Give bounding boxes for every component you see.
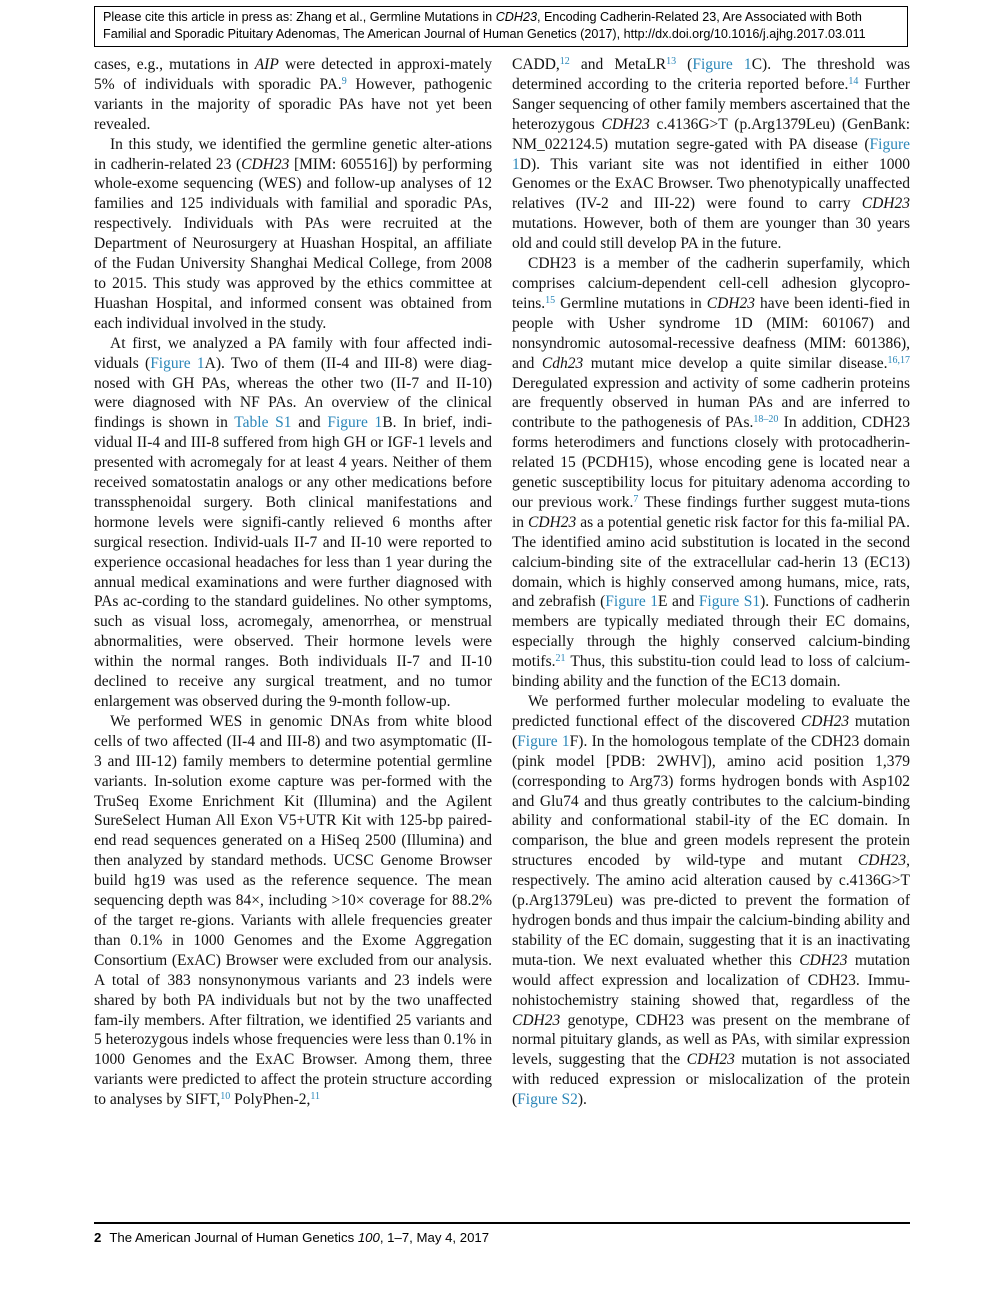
right-paragraph-2: CDH23 is a member of the cadherin superfamily, which comprises calcium-dependent cell-cell adhesion glycopro-teins.$^{15}$ Germline mutations in CDH23 have been identi-fied in people with Usher syndrome 1D (MIM: 601067) and nonsyndromic autosomal-recessive deafness (MIM: 601386), and Cdh23 mutant mice develop a quite similar disease.$^{16,17}$ Deregulated expression and activity of some cadherin proteins are frequently observed in human PAs and are inferred to contribute to the pathogenesis of PAs.$^{18-20}$ In addition, CDH23 forms heterodimers and functions closely with protocadherin-related 15 (PCDH15), whose encoding gene is located near a genetic susceptibility locus for pituitary adenoma according to our previous work.$^7$ These findings further suggest muta-tions in CDH23 as a potential genetic risk factor for this fa-milial PA. The identified amino acid substitution is located in the second calcium-binding site of the extracellular cad-herin 13 (EC13) domain, which is highly conserved among humans, mice, rats, and zebrafish (Figure 1E and Figure S1). Functions of cadherin members are typically mediated through their EC domains, especially through the highly conserved calcium-binding motifs.$^{21}$ Thus, this substitu-tion could lead to loss of calcium-binding ability and the function of the EC13 domain. [512, 255, 911, 691]
figure-1f-link[interactable]: Figure 1 [517, 732, 570, 750]
left-column [94, 55, 492, 1110]
journal-pages-date: , 1–7, May 4, 2017 [379, 1230, 490, 1245]
reference-link-21[interactable]: 21 [555, 653, 566, 665]
citation-line-1: Please cite this article in press as: Zhang et al., Germline Mutations in CDH23, Encoding Cadherin-Related 23, Are Associated with Both [103, 10, 862, 24]
reference-link-16-17[interactable]: 16,17 [887, 354, 910, 366]
journal-name: The American Journal of Human Genetics [109, 1230, 358, 1245]
page-number: 2 [94, 1230, 102, 1245]
reference-link-13[interactable]: 13 [666, 56, 677, 67]
figure-1b-link[interactable]: Figure 1 [327, 414, 383, 432]
table-s1-link[interactable]: Table S1 [234, 414, 292, 432]
right-column [512, 55, 910, 1110]
left-paragraph-1: cases, e.g., mutations in AIP were detected in approxi-mately 5% of individuals with sporadic PA.$^9$ However, pathogenic variants in the majority of sporadic PAs have not yet been revealed. [94, 56, 492, 133]
figure-1a-link[interactable]: Figure 1 [150, 354, 205, 372]
left-paragraph-3: At first, we analyzed a PA family with four affected indi-viduals (Figure 1A). Two of them (II-4 and III-8) were diag-nosed with GH PAs, whereas the other two (II-7 and II-10) were diagnosed with NF PAs. An overview of the clinical findings is shown in Table S1 and Figure 1B. In brief, indi-vidual II-4 and III-8 suffered from high GH or IGF-1 levels and presented with acromegaly for at least 4 years. Neither of them received somatostatin analogs or any other medications before transsphenoidal surgery. Both clinical manifestations and hormone levels were signifi-cantly relieved 6 months after surgical resection. Individ-uals II-7 and II-10 were reported to experience occasional headaches for less than 1 year during the annual medical examinations and were further diagnosed with PAs ac-cording to the standard guidelines. No other symptoms, such as visual loss, acromegaly, amenorrhea, or menstrual abnormalities, were observed. Their hormone levels were within the normal ranges. Both individuals II-7 and II-10 declined to receive any surgical treatment, and no tumor enlargement was observed during the 9-month follow-up. [94, 334, 493, 710]
figure-s2-link[interactable]: Figure S2 [517, 1091, 578, 1109]
figure-1e-link[interactable]: Figure 1 [605, 593, 658, 611]
reference-link-14[interactable]: 14 [848, 75, 859, 87]
right-paragraph-1: CADD,$^{12}$ and MetaLR$^{13}$ (Figure 1C). The threshold was determined according to the criteria reported before.$^{14}$ Further Sanger sequencing of other family members ascertained that the heterozygous CDH23 c.4136G>T (p.Arg1379Leu) (GenBank: NM_022124.5) mutation segre-gated with PA disease (Figure 1D). This variant site was not identified in either 1000 Genomes or the ExAC Browser. Two phenotypically unaffected relatives (IV-2 and III-22) were found to carry CDH23 mutations. However, both of them are younger than 30 years old and could still develop PA in the future. [512, 56, 911, 253]
citation-notice-box [94, 6, 908, 47]
left-paragraph-2: In this study, we identified the germline genetic alter-ations in cadherin-related 23 (CDH23 [MIM: 605516]) by performing whole-exome sequencing (WES) and follow-up analyses of 12 families and 125 individuals with familial and sporadic PAs, respectively. Individuals with PAs were recruited at the Department of Neurosurgery at Huashan Hospital, an affiliate of the Fudan University Shanghai Medical College, from 2008 to 2015. This study was approved by the ethics committee at Huashan Hospital, and informed consent was obtained from each individual involved in the study. [94, 135, 492, 332]
journal-volume: 100 [357, 1230, 380, 1245]
footer-divider [94, 1222, 910, 1224]
citation-line-2: Familial and Sporadic Pituitary Adenomas, The American Journal of Human Genetics (2017), http://dx.doi.org/10.1016/j.ajhg.2017.03.011 [103, 27, 866, 41]
figure-s1-link[interactable]: Figure S1 [698, 593, 761, 611]
figure-1d-link[interactable]: Figure 1 [512, 135, 910, 173]
reference-link-11[interactable]: 11 [310, 1091, 321, 1103]
reference-link-15[interactable]: 15 [545, 294, 556, 306]
reference-link-12[interactable]: 12 [559, 56, 570, 67]
left-paragraph-4: We performed WES in genomic DNAs from white blood cells of two affected (II-4 and III-8) and two asymptomatic (II-3 and III-12) family members to determine potential germline variants. In-solution exome capture was per-formed with the TruSeq Exome Enrichment Kit (Illumina) and the Agilent SureSelect Human All Exon V5+UTR Kit with 125-bp paired-end read sequences generated on a HiSeq 2500 (Illumina) and then analyzed by standard methods. UCSC Genome Browser build hg19 was used as the reference sequence. The mean sequencing depth was 84×, including >10× coverage for 88.2% of the target re-gions. Variants with allele frequencies greater than 0.1% in 1000 Genomes and the Exome Aggregation Consortium (ExAC) Browser were excluded from our analysis. A total of 383 nonsynonymous variants and 23 indels were shared by both PA individuals but not by the two unaffected fam-ily members. After filtration, we identified 25 variants and 5 heterozygous indels whose frequencies were less than 0.1% in 1000 Genomes and the ExAC Browser. Among them, three variants were predicted to affect the protein structure according to analyses by SIFT,$^{10}$ PolyPhen-2,11 [94, 712, 492, 1109]
figure-1c-link[interactable]: Figure 1 [692, 56, 752, 73]
reference-link-18-20[interactable]: 18–20 [753, 414, 779, 426]
page-footer [94, 1230, 489, 1245]
right-paragraph-3: We performed further molecular modeling to evaluate the predicted functional effect of the discovered CDH23 mutation (Figure 1F). In the homologous template of the CDH23 domain (pink model [PDB: 2WHV]), amino acid position 1,379 (corresponding to Arg73) forms hydrogen bonds with Asp102 and Glu74 and thus greatly contributes to the calcium-binding ability and conformational stabil-ity of the EC domain. In comparison, the blue and green models represent the protein structures encoded by wild-type and mutant CDH23, respectively. The amino acid alteration caused by c.4136G>T (p.Arg1379Leu) was pre-dicted to prevent the formation of hydrogen bonds and thus impair the calcium-binding ability and stability of the EC domain, suggesting that it is an inactivating muta-tion. We next evaluated whether this CDH23 mutation would affect expression and localization of CDH23. Immu-nohistochemistry staining showed that, regardless of the CDH23 genotype, CDH23 was present on the membrane of normal pituitary glands, as well as PAs, with similar expression levels, suggesting that the CDH23 mutation is not associated with reduced expression or mislocalization of the protein (Figure S2). [512, 693, 911, 1109]
reference-link-10[interactable]: 10 [220, 1091, 231, 1103]
reference-link-7[interactable]: 7 [633, 493, 639, 505]
reference-link-9[interactable]: 9 [341, 75, 347, 87]
